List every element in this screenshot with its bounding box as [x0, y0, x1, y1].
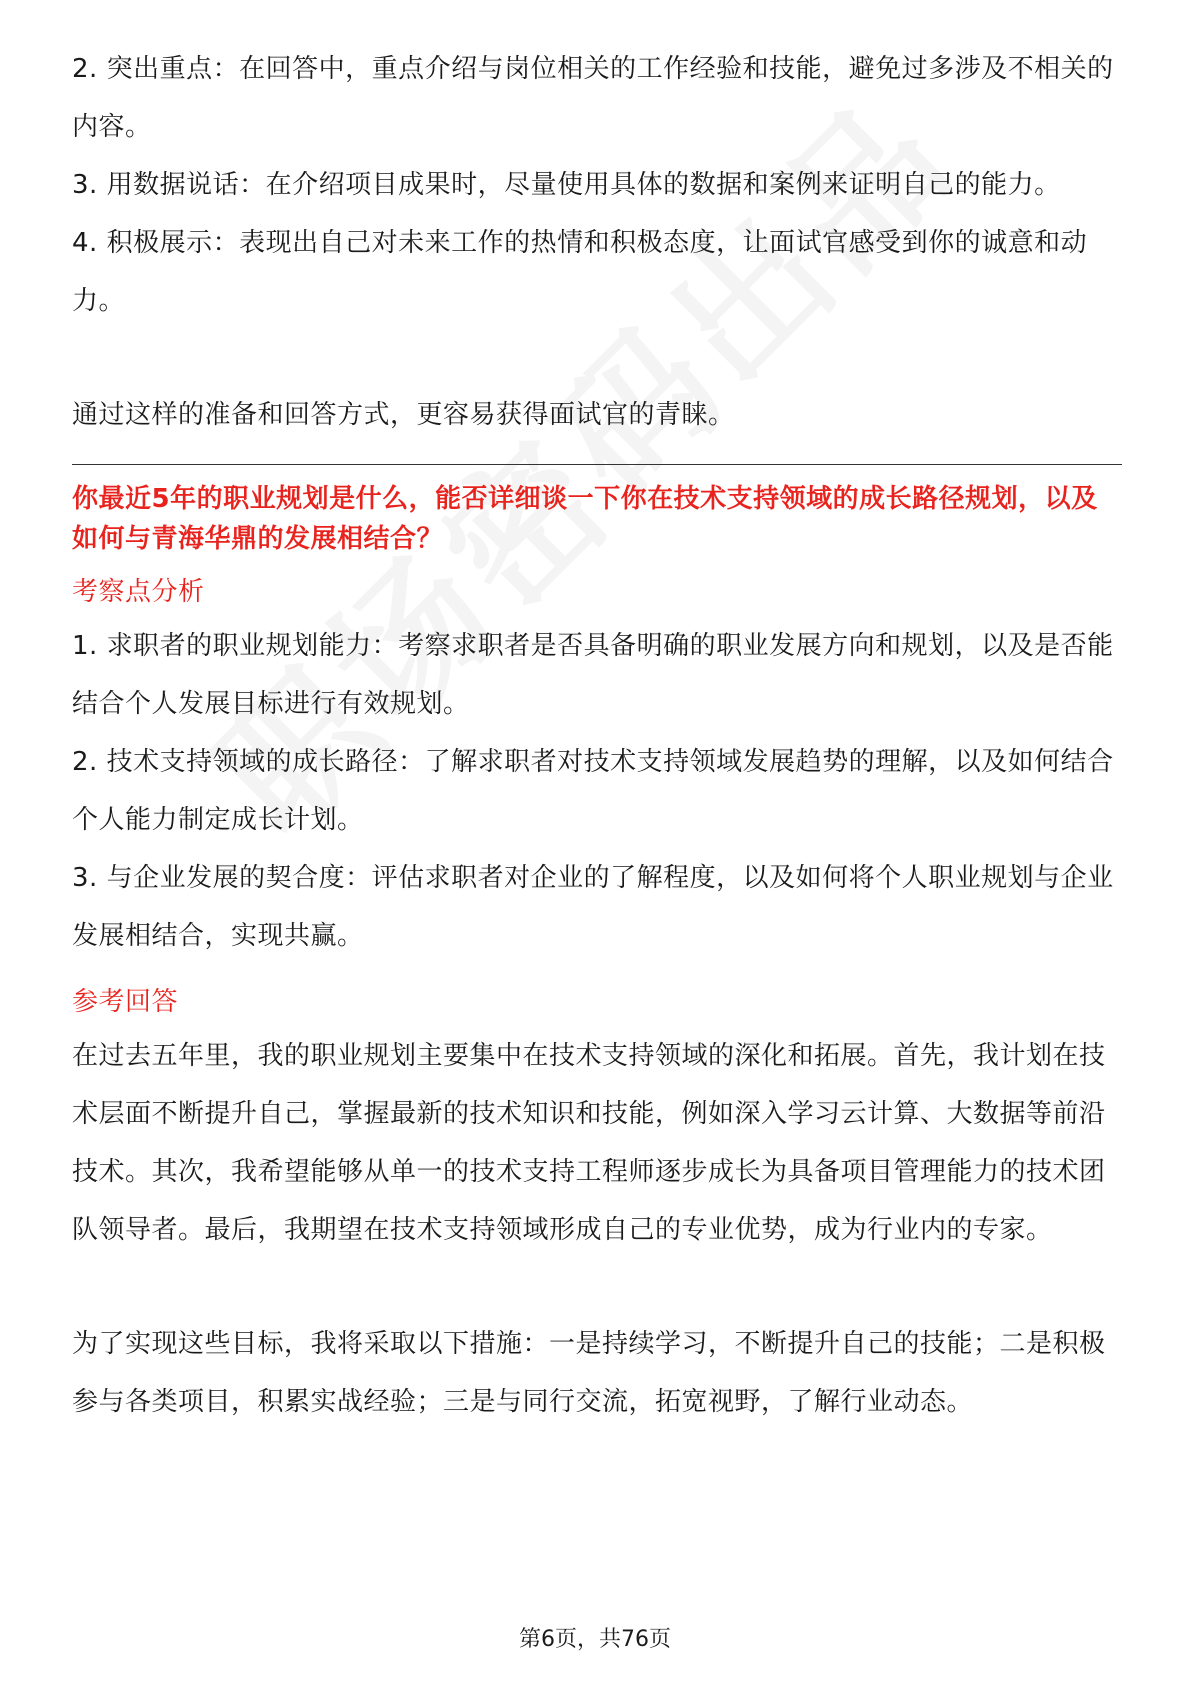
list-item: 2. 技术支持领域的成长路径：了解求职者对技术支持领域发展趋势的理解，以及如何结合个人能力制定成长计划。 — [72, 747, 1114, 835]
reference-paragraph: 在过去五年里，我的职业规划主要集中在技术支持领域的深化和拓展。首先，我计划在技术层面不断提升自己，掌握最新的技术知识和技能，例如深入学习云计算、大数据等前沿技术。其次，我希望能够从单一的技术支持工程师逐步成长为具备项目管理能力的技术团队领导者。最后，我期望在技术支持领域形成自己的专业优势，成为行业内的专家。 — [72, 1041, 1106, 1245]
list-item: 2. 突出重点：在回答中，重点介绍与岗位相关的工作经验和技能，避免过多涉及不相关的内容。 — [72, 54, 1114, 142]
list-item: 3. 用数据说话：在介绍项目成果时，尽量使用具体的数据和案例来证明自己的能力。 — [72, 170, 1061, 200]
reference-title: 参考回答 — [72, 987, 179, 1017]
list-item: 4. 积极展示：表现出自己对未来工作的热情和积极态度，让面试官感受到你的诚意和动力。 — [72, 228, 1088, 316]
list-item: 3. 与企业发展的契合度：评估求职者对企业的了解程度，以及如何将个人职业规划与企业发展相结合，实现共赢。 — [72, 863, 1114, 951]
reference-paragraph: 为了实现这些目标，我将采取以下措施：一是持续学习，不断提升自己的技能；二是积极参与各类项目，积累实战经验；三是与同行交流，拓宽视野，了解行业动态。 — [72, 1329, 1106, 1417]
section-divider — [72, 464, 1122, 465]
document-page — [72, 40, 1122, 1431]
question-heading: 你最近5年的职业规划是什么，能否详细谈一下你在技术支持领域的成长路径规划，以及如何与青海华鼎的发展相结合？ — [72, 484, 1098, 554]
list-item: 1. 求职者的职业规划能力：考察求职者是否具备明确的职业发展方向和规划，以及是否能结合个人发展目标进行有效规划。 — [72, 631, 1114, 719]
intro-conclusion: 通过这样的准备和回答方式，更容易获得面试官的青睐。 — [72, 400, 735, 430]
intro-tips-list — [72, 40, 1122, 330]
analysis-list — [72, 617, 1122, 965]
analysis-title: 考察点分析 — [72, 577, 205, 607]
page-number: 第6页，共76页 — [519, 1627, 671, 1652]
